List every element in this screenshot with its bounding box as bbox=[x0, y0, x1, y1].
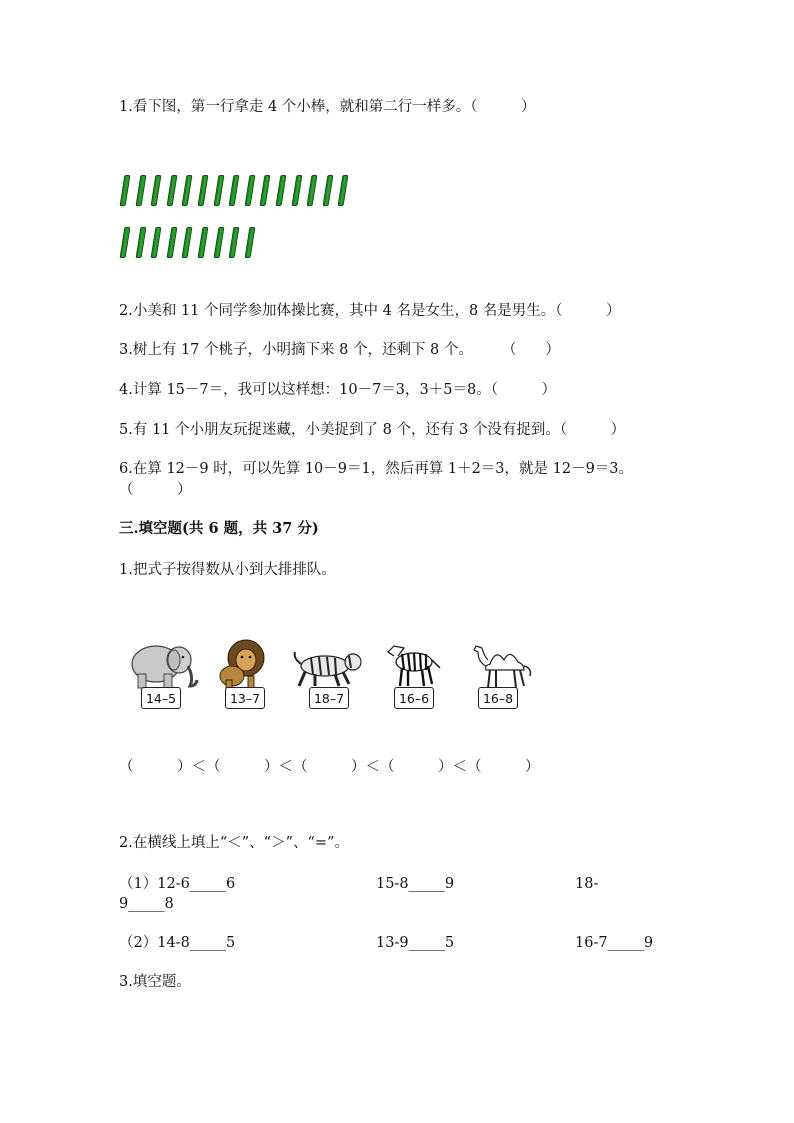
stick bbox=[166, 175, 177, 206]
tiger-icon bbox=[291, 648, 367, 690]
stick bbox=[276, 175, 287, 206]
stick bbox=[151, 227, 162, 258]
stick bbox=[166, 227, 177, 258]
compare-item: 13-9_____5 bbox=[376, 935, 455, 951]
stick bbox=[229, 227, 240, 258]
order-answer-row: （ ）＜（ ）＜（ ）＜（ ）＜（ ） bbox=[119, 759, 540, 775]
stick bbox=[198, 227, 209, 258]
section-3-title: 三.填空题(共 6 题，共 37 分) bbox=[119, 520, 319, 537]
question-6-answer: （ ） bbox=[119, 482, 192, 498]
fill-question-2: 2.在横线上填上“＜”、“＞”、“=”。 bbox=[119, 835, 349, 851]
expression-tag: 16–6 bbox=[394, 687, 434, 709]
compare-item: 18- bbox=[575, 876, 599, 892]
camel-icon bbox=[470, 642, 536, 692]
compare-item: （1）12-6_____6 bbox=[119, 876, 236, 892]
compare-item: 15-8_____9 bbox=[376, 876, 455, 892]
stick bbox=[338, 175, 349, 206]
stick bbox=[135, 175, 146, 206]
question-6: 6.在算 12－9 时，可以先算 10－9＝1，然后再算 1＋2＝3，就是 12－9＝3。 bbox=[119, 461, 634, 477]
expression-tag: 13–7 bbox=[225, 687, 265, 709]
stick bbox=[120, 175, 131, 206]
stick bbox=[198, 175, 209, 206]
stick bbox=[213, 175, 224, 206]
question-1: 1.看下图，第一行拿走 4 个小棒，就和第二行一样多。（ ） bbox=[119, 99, 536, 115]
stick bbox=[213, 227, 224, 258]
fill-question-1: 1.把式子按得数从小到大排排队。 bbox=[119, 562, 336, 578]
compare-item: 16-7_____9 bbox=[575, 935, 654, 951]
expression-tag: 16–8 bbox=[478, 687, 518, 709]
compare-item: （2）14-8_____5 bbox=[119, 935, 236, 951]
stick bbox=[182, 227, 193, 258]
zebra-icon bbox=[384, 644, 444, 690]
question-2: 2.小美和 11 个同学参加体操比赛，其中 4 名是女生，8 名是男生。（ ） bbox=[119, 303, 621, 319]
expression-tag: 18–7 bbox=[309, 687, 349, 709]
expression-tag: 14–5 bbox=[141, 687, 181, 709]
question-3: 3.树上有 17 个桃子，小明摘下来 8 个，还剩下 8 个。 （ ） bbox=[119, 342, 560, 358]
stick bbox=[244, 227, 255, 258]
stick bbox=[260, 175, 271, 206]
stick bbox=[244, 175, 255, 206]
stick bbox=[120, 227, 131, 258]
stick bbox=[307, 175, 318, 206]
stick bbox=[322, 175, 333, 206]
elephant-icon bbox=[126, 640, 202, 692]
stick bbox=[291, 175, 302, 206]
question-5: 5.有 11 个小朋友玩捉迷藏，小美捉到了 8 个，还有 3 个没有捉到。（ ） bbox=[119, 422, 626, 438]
stick bbox=[151, 175, 162, 206]
stick bbox=[135, 227, 146, 258]
stick bbox=[182, 175, 193, 206]
compare-item-wrap: 9_____8 bbox=[119, 896, 174, 912]
fill-question-3: 3.填空题。 bbox=[119, 974, 191, 990]
question-4: 4.计算 15－7＝，我可以这样想：10－7＝3，3＋5＝8。（ ） bbox=[119, 382, 556, 398]
stick bbox=[229, 175, 240, 206]
lion-icon bbox=[218, 638, 270, 692]
